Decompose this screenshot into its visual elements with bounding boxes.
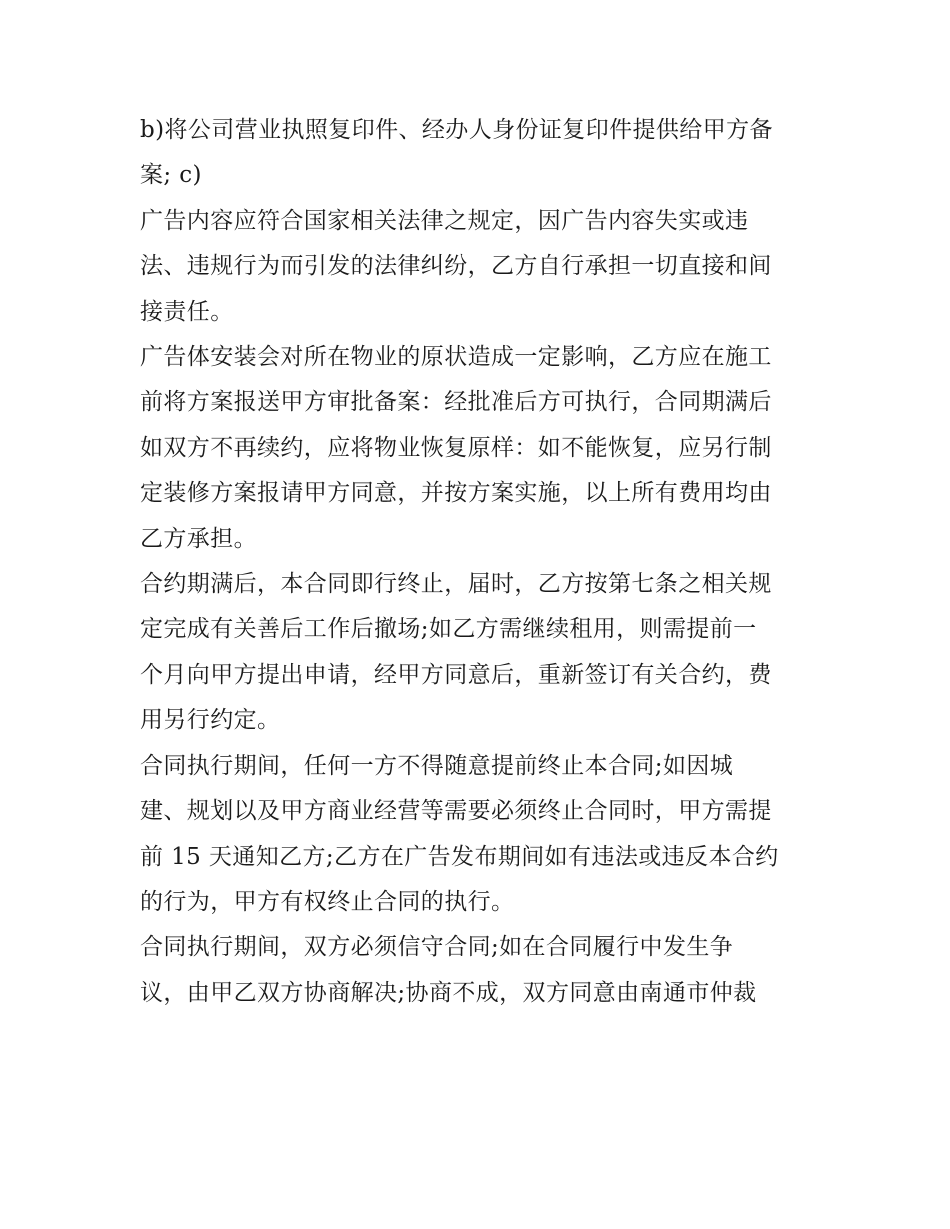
- text-line: 的行为，甲方有权终止合同的执行。: [140, 888, 515, 915]
- text-line: 个月向甲方提出申请，经甲方同意后，重新签订有关合约，费: [140, 661, 772, 688]
- text-line: 合同执行期间，双方必须信守合同;如在合同履行中发生争: [140, 934, 734, 961]
- text-line: 议，由甲乙双方协商解决;协商不成，双方同意由南通市仲裁: [140, 979, 757, 1006]
- paragraph-ad-content-legality: [140, 199, 820, 335]
- text-line: 案; c): [140, 162, 202, 189]
- paragraph-installation-approval: [140, 335, 820, 562]
- text-line: b)将公司营业执照复印件、经办人身份证复印件提供给甲方备: [140, 117, 773, 143]
- paragraph-contract-expiry: [140, 562, 820, 744]
- document-body: [140, 108, 820, 1016]
- paragraph-early-termination: [140, 744, 820, 926]
- text-line: 广告内容应符合国家相关法律之规定，因广告内容失实或违: [140, 207, 749, 234]
- text-line: 定完成有关善后工作后撤场;如乙方需继续租用，则需提前一: [140, 616, 757, 643]
- text-line: 建、规划以及甲方商业经营等需要必须终止合同时，甲方需提: [140, 798, 772, 825]
- paragraph-dispute-resolution: [140, 925, 820, 1016]
- paragraph-registration-docs: [140, 108, 820, 199]
- text-line: 广告体安装会对所在物业的原状造成一定影响，乙方应在施工: [140, 344, 772, 371]
- text-line: 接责任。: [140, 298, 234, 325]
- text-line: 定装修方案报请甲方同意，并按方案实施，以上所有费用均由: [140, 480, 772, 507]
- text-line: 合约期满后，本合同即行终止，届时，乙方按第七条之相关规: [140, 571, 772, 598]
- text-line: 法、违规行为而引发的法律纠纷，乙方自行承担一切直接和间: [140, 253, 772, 280]
- text-line: 乙方承担。: [140, 525, 257, 552]
- text-line: 前 15 天通知乙方;乙方在广告发布期间如有违法或违反本合约: [140, 843, 779, 870]
- text-line: 前将方案报送甲方审批备案：经批准后方可执行，合同期满后: [140, 389, 772, 416]
- text-line: 合同执行期间，任何一方不得随意提前终止本合同;如因城: [140, 752, 734, 779]
- text-line: 如双方不再续约，应将物业恢复原样：如不能恢复，应另行制: [140, 434, 772, 461]
- text-line: 用另行约定。: [140, 707, 281, 734]
